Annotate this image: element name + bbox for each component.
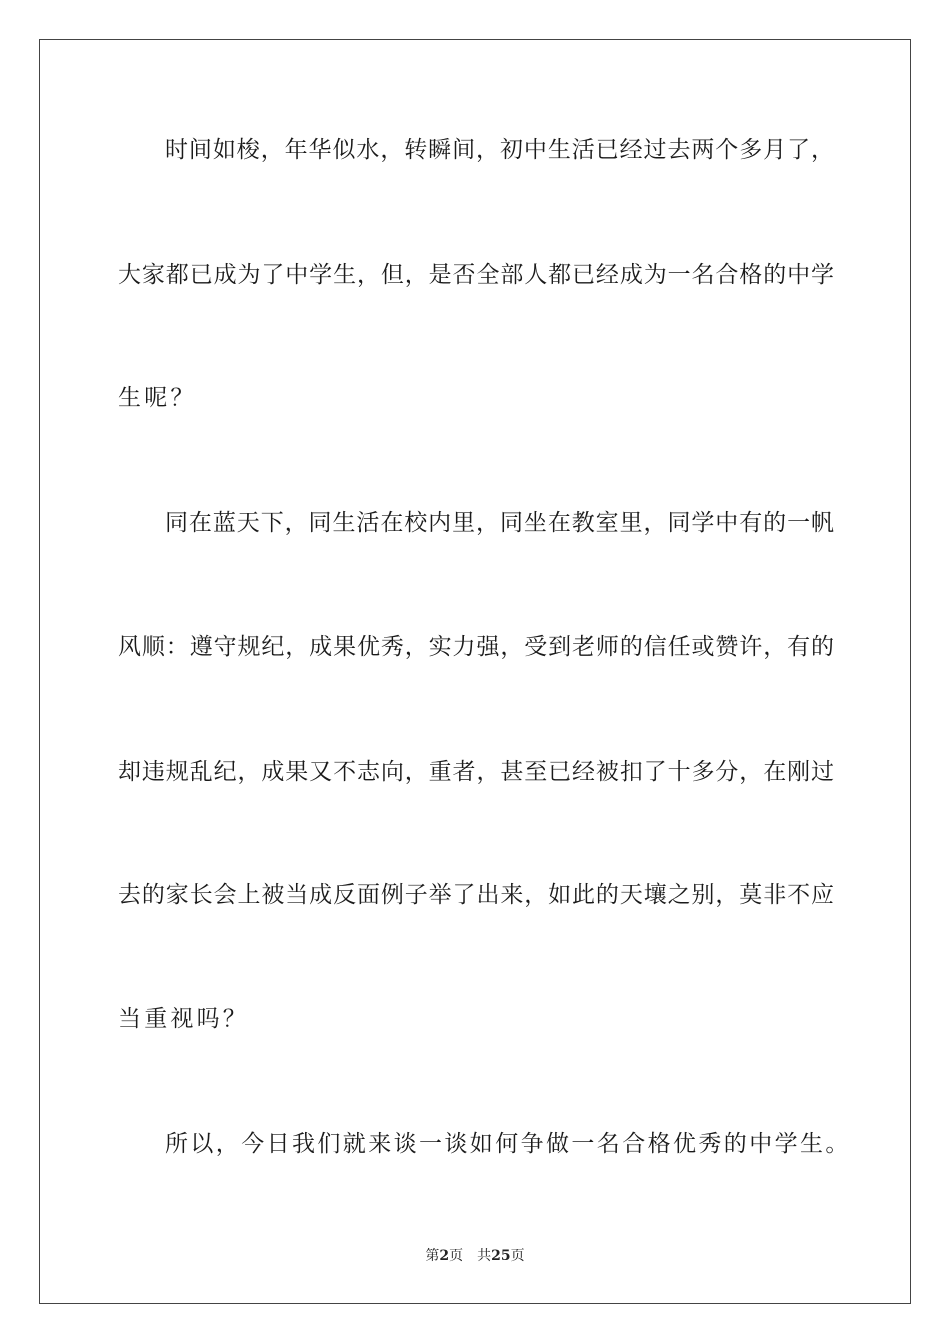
paragraph-2-line-1: 同在蓝天下，同生活在校内里，同坐在教室里，同学中有的一帆 <box>165 510 834 536</box>
paragraph-2-line-5: 当重视吗？ <box>118 1006 249 1032</box>
paragraph-1-line-1: 时间如梭，年华似水，转瞬间，初中生活已经过去两个多月了， <box>165 137 834 163</box>
paragraph-2-line-3: 却违规乱纪，成果又不志向，重者，甚至已经被扣了十多分，在刚过 <box>118 759 834 785</box>
page-border <box>39 39 911 1304</box>
paragraph-1-line-2: 大家都已成为了中学生，但，是否全部人都已经成为一名合格的中学 <box>118 262 834 288</box>
paragraph-2-line-2: 风顺：遵守规纪，成果优秀，实力强，受到老师的信任或赞许，有的 <box>118 634 834 660</box>
page-suffix: 页 <box>449 1248 464 1264</box>
page-prefix: 第 <box>425 1248 440 1264</box>
paragraph-1-line-3: 生呢？ <box>118 385 197 411</box>
page-number: 2 <box>439 1248 450 1264</box>
paragraph-2-line-4: 去的家长会上被当成反面例子举了出来，如此的天壤之别，莫非不应 <box>118 882 834 908</box>
total-prefix: 共 <box>477 1248 492 1264</box>
paragraph-3-line-1: 所以，今日我们就来谈一谈如何争做一名合格优秀的中学生。 <box>165 1131 851 1157</box>
page-footer <box>0 1246 950 1266</box>
total-pages: 25 <box>491 1248 511 1264</box>
total-suffix: 页 <box>510 1248 525 1264</box>
